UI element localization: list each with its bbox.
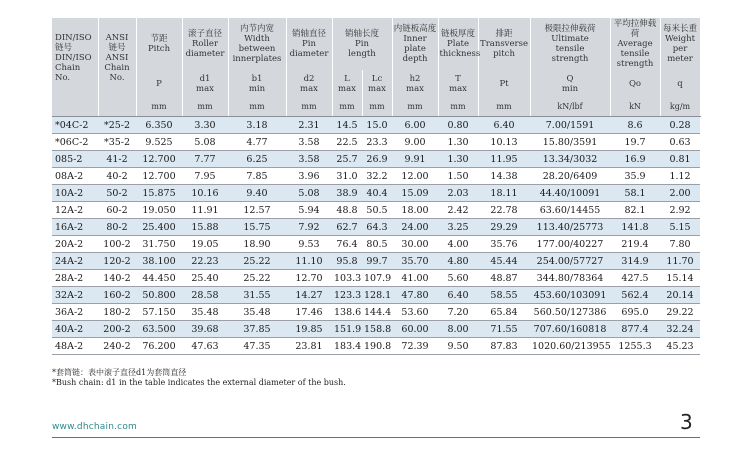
table-cell: 38.9 — [332, 185, 362, 202]
table-cell: 31.750 — [136, 236, 182, 253]
table-cell: 9.00 — [392, 134, 438, 151]
table-cell: 15.80/3591 — [530, 134, 610, 151]
table-cell: 3.30 — [182, 117, 228, 134]
table-cell: 140-2 — [98, 270, 136, 287]
table-row — [52, 304, 700, 321]
table-row — [52, 321, 700, 338]
table-cell: 240-2 — [98, 338, 136, 355]
table-cell: 29.22 — [660, 304, 700, 321]
table-cell: 36A-2 — [52, 304, 98, 321]
table-cell: 37.85 — [228, 321, 286, 338]
table-row — [52, 338, 700, 355]
table-cell: 7.00/1591 — [530, 117, 610, 134]
table-cell: 183.4 — [332, 338, 362, 355]
table-cell: 20A-2 — [52, 236, 98, 253]
header-row-units — [52, 98, 700, 117]
note-cn: *套筒链：表中滚子直径d1为套筒直径 — [52, 368, 187, 377]
table-cell: 219.4 — [610, 236, 660, 253]
table-cell: 24A-2 — [52, 253, 98, 270]
table-cell: 6.00 — [392, 117, 438, 134]
table-cell: 16A-2 — [52, 219, 98, 236]
table-cell: 45.23 — [660, 338, 700, 355]
unit-plate-thickness: mm — [438, 98, 478, 117]
unit-pin-length-l: mm — [332, 98, 362, 117]
table-cell: 2.92 — [660, 202, 700, 219]
table-cell: 76.4 — [332, 236, 362, 253]
table-cell: *25-2 — [98, 117, 136, 134]
col-plate-thickness-header: 链板厚度 Plate thickness — [438, 18, 478, 70]
table-cell: 08A-2 — [52, 168, 98, 185]
table-cell: 707.60/160818 — [530, 321, 610, 338]
unit-ultimate-strength: kN/lbf — [530, 98, 610, 117]
table-cell: 35.48 — [182, 304, 228, 321]
footer-url: www.dhchain.com — [52, 422, 137, 432]
table-cell: 32A-2 — [52, 287, 98, 304]
sym-transverse-pitch: Pt — [478, 70, 530, 98]
table-cell: 48.8 — [332, 202, 362, 219]
table-cell: 25.400 — [136, 219, 182, 236]
table-cell: 29.29 — [478, 219, 530, 236]
table-cell: 45.44 — [478, 253, 530, 270]
table-cell: 085-2 — [52, 151, 98, 168]
table-cell: 15.09 — [392, 185, 438, 202]
table-cell: 82.1 — [610, 202, 660, 219]
table-cell: 20.14 — [660, 287, 700, 304]
table-cell: 35.70 — [392, 253, 438, 270]
table-cell: 17.46 — [286, 304, 332, 321]
table-cell: 314.9 — [610, 253, 660, 270]
table-cell: 25.22 — [228, 253, 286, 270]
table-cell: 65.84 — [478, 304, 530, 321]
note-en: *Bush chain: d1 in the table indicates the external diameter of the bush. — [52, 378, 346, 387]
table-cell: 9.50 — [438, 338, 478, 355]
table-cell: *06C-2 — [52, 134, 98, 151]
col-inner-width-header: 内节内宽 Width between innerplates — [228, 18, 286, 70]
table-cell: 4.00 — [438, 236, 478, 253]
unit-inner-width: mm — [228, 98, 286, 117]
table-cell: 47.63 — [182, 338, 228, 355]
table-row — [52, 185, 700, 202]
table-cell: 48A-2 — [52, 338, 98, 355]
table-cell: 15.88 — [182, 219, 228, 236]
col-weight-header: 每米长重 Weight per meter — [660, 18, 700, 70]
unit-weight: kg/m — [660, 98, 700, 117]
table-cell: 144.4 — [362, 304, 392, 321]
table-cell: 35.48 — [228, 304, 286, 321]
table-cell: 14.38 — [478, 168, 530, 185]
table-cell: 3.58 — [286, 134, 332, 151]
table-cell: 32.24 — [660, 321, 700, 338]
table-cell: 44.450 — [136, 270, 182, 287]
unit-pitch: mm — [136, 98, 182, 117]
table-cell: 9.91 — [392, 151, 438, 168]
table-cell: 41.00 — [392, 270, 438, 287]
table-cell: 3.58 — [286, 151, 332, 168]
table-cell: 38.100 — [136, 253, 182, 270]
table-cell: 48.87 — [478, 270, 530, 287]
table-cell: 18.90 — [228, 236, 286, 253]
table-row — [52, 236, 700, 253]
table-cell: 12.70 — [286, 270, 332, 287]
table-cell: *35-2 — [98, 134, 136, 151]
unit-pin-length-lc: mm — [362, 98, 392, 117]
table-cell: 0.28 — [660, 117, 700, 134]
header-row-main — [52, 18, 700, 70]
table-cell: 95.8 — [332, 253, 362, 270]
table-cell: 4.77 — [228, 134, 286, 151]
table-cell: 7.80 — [660, 236, 700, 253]
table-row — [52, 270, 700, 287]
table-cell: 2.31 — [286, 117, 332, 134]
table-row — [52, 253, 700, 270]
unit-average-strength: kN — [610, 98, 660, 117]
table-cell: 12.00 — [392, 168, 438, 185]
unit-plate-depth: mm — [392, 98, 438, 117]
table-cell: 28.20/6409 — [530, 168, 610, 185]
table-cell: 50.800 — [136, 287, 182, 304]
table-cell: 87.83 — [478, 338, 530, 355]
table-cell: 1.30 — [438, 134, 478, 151]
table-cell: 177.00/40227 — [530, 236, 610, 253]
table-cell: 35.76 — [478, 236, 530, 253]
table-cell: 19.050 — [136, 202, 182, 219]
table-cell: 8.00 — [438, 321, 478, 338]
table-cell: 1.30 — [438, 151, 478, 168]
table-cell: 60-2 — [98, 202, 136, 219]
table-cell: 40A-2 — [52, 321, 98, 338]
table-cell: 44.40/10091 — [530, 185, 610, 202]
table-cell: 18.11 — [478, 185, 530, 202]
table-cell: 11.91 — [182, 202, 228, 219]
table-cell: 7.85 — [228, 168, 286, 185]
table-cell: 10.16 — [182, 185, 228, 202]
table-cell: 22.78 — [478, 202, 530, 219]
table-cell: 63.60/14455 — [530, 202, 610, 219]
table-cell: 5.94 — [286, 202, 332, 219]
table-cell: 30.00 — [392, 236, 438, 253]
col-pin-length-header: 销轴长度 Pin length — [332, 18, 392, 70]
table-cell: 5.08 — [182, 134, 228, 151]
table-cell: 18.00 — [392, 202, 438, 219]
table-cell: *04C-2 — [52, 117, 98, 134]
sym-weight: q — [660, 70, 700, 98]
table-cell: 3.96 — [286, 168, 332, 185]
table-cell: 50-2 — [98, 185, 136, 202]
unit-transverse-pitch: mm — [478, 98, 530, 117]
table-cell: 15.0 — [362, 117, 392, 134]
table-row — [52, 117, 700, 134]
table-cell: 41-2 — [98, 151, 136, 168]
sym-ultimate-strength: Q min — [530, 70, 610, 98]
table-cell: 453.60/103091 — [530, 287, 610, 304]
col-roller-diameter-header: 滚子直径 Roller diameter — [182, 18, 228, 70]
table-cell: 23.3 — [362, 134, 392, 151]
table-cell: 8.6 — [610, 117, 660, 134]
table-cell: 695.0 — [610, 304, 660, 321]
table-cell: 19.7 — [610, 134, 660, 151]
table-cell: 6.350 — [136, 117, 182, 134]
table-cell: 100-2 — [98, 236, 136, 253]
table-cell: 25.22 — [228, 270, 286, 287]
col-transverse-pitch-header: 排距 Transverse pitch — [478, 18, 530, 70]
table-cell: 15.75 — [228, 219, 286, 236]
table-cell: 62.7 — [332, 219, 362, 236]
table-cell: 25.7 — [332, 151, 362, 168]
table-row — [52, 202, 700, 219]
table-cell: 53.60 — [392, 304, 438, 321]
table-cell: 160-2 — [98, 287, 136, 304]
table-cell: 28A-2 — [52, 270, 98, 287]
table-cell: 11.70 — [660, 253, 700, 270]
col-inner-plate-depth-header: 内链板高度 Inner plate depth — [392, 18, 438, 70]
sym-pin-length-l: L max — [332, 70, 362, 98]
table-notes — [52, 368, 346, 388]
table-cell: 200-2 — [98, 321, 136, 338]
table-cell: 120-2 — [98, 253, 136, 270]
table-cell: 9.40 — [228, 185, 286, 202]
table-cell: 7.20 — [438, 304, 478, 321]
table-cell: 15.14 — [660, 270, 700, 287]
table-cell: 14.5 — [332, 117, 362, 134]
table-cell: 12.700 — [136, 151, 182, 168]
page-number: 3 — [680, 410, 693, 434]
table-cell: 19.85 — [286, 321, 332, 338]
table-cell: 6.25 — [228, 151, 286, 168]
table-cell: 32.2 — [362, 168, 392, 185]
table-cell: 16.9 — [610, 151, 660, 168]
table-cell: 2.00 — [660, 185, 700, 202]
spec-sheet — [52, 18, 700, 355]
table-cell: 2.03 — [438, 185, 478, 202]
table-cell: 103.3 — [332, 270, 362, 287]
table-cell: 50.5 — [362, 202, 392, 219]
table-cell: 22.5 — [332, 134, 362, 151]
table-cell: 25.40 — [182, 270, 228, 287]
table-cell: 40.4 — [362, 185, 392, 202]
table-cell: 12A-2 — [52, 202, 98, 219]
col-ultimate-strength-header: 极限拉伸载荷 Ultimate tensile strength — [530, 18, 610, 70]
sym-inner-width: b1 min — [228, 70, 286, 98]
table-cell: 80.5 — [362, 236, 392, 253]
table-cell: 22.23 — [182, 253, 228, 270]
table-cell: 14.27 — [286, 287, 332, 304]
table-cell: 7.77 — [182, 151, 228, 168]
table-cell: 39.68 — [182, 321, 228, 338]
table-cell: 99.7 — [362, 253, 392, 270]
table-cell: 63.500 — [136, 321, 182, 338]
header-row-symbols — [52, 70, 700, 98]
table-cell: 47.80 — [392, 287, 438, 304]
table-cell: 0.80 — [438, 117, 478, 134]
table-cell: 60.00 — [392, 321, 438, 338]
table-cell: 31.0 — [332, 168, 362, 185]
sym-roller: d1 max — [182, 70, 228, 98]
table-cell: 158.8 — [362, 321, 392, 338]
table-cell: 5.60 — [438, 270, 478, 287]
table-cell: 9.53 — [286, 236, 332, 253]
table-cell: 3.25 — [438, 219, 478, 236]
table-cell: 1020.60/213955 — [530, 338, 610, 355]
table-cell: 877.4 — [610, 321, 660, 338]
table-cell: 23.81 — [286, 338, 332, 355]
table-cell: 76.200 — [136, 338, 182, 355]
table-row — [52, 168, 700, 185]
col-din-iso-header: DIN/ISO 链号 DIN/ISO Chain No. — [52, 18, 98, 98]
table-cell: 190.8 — [362, 338, 392, 355]
table-cell: 35.9 — [610, 168, 660, 185]
table-cell: 427.5 — [610, 270, 660, 287]
table-cell: 0.63 — [660, 134, 700, 151]
unit-blank-ansi — [98, 98, 136, 117]
table-cell: 12.57 — [228, 202, 286, 219]
table-cell: 13.34/3032 — [530, 151, 610, 168]
table-cell: 5.15 — [660, 219, 700, 236]
chain-spec-table — [52, 18, 701, 355]
col-pin-diameter-header: 销轴直径 Pin diameter — [286, 18, 332, 70]
table-cell: 5.08 — [286, 185, 332, 202]
table-cell: 80-2 — [98, 219, 136, 236]
table-cell: 180-2 — [98, 304, 136, 321]
table-cell: 560.50/127386 — [530, 304, 610, 321]
table-cell: 28.58 — [182, 287, 228, 304]
col-average-strength-header: 平均拉伸载荷 Average tensile strength — [610, 18, 660, 70]
table-cell: 7.92 — [286, 219, 332, 236]
table-cell: 2.42 — [438, 202, 478, 219]
table-cell: 40-2 — [98, 168, 136, 185]
table-cell: 64.3 — [362, 219, 392, 236]
table-cell: 10.13 — [478, 134, 530, 151]
table-cell: 107.9 — [362, 270, 392, 287]
table-cell: 1.50 — [438, 168, 478, 185]
col-ansi-header: ANSI 链号 ANSI Chain No. — [98, 18, 136, 98]
table-cell: 72.39 — [392, 338, 438, 355]
unit-blank-din — [52, 98, 98, 117]
table-cell: 3.18 — [228, 117, 286, 134]
table-cell: 24.00 — [392, 219, 438, 236]
table-cell: 0.81 — [660, 151, 700, 168]
table-cell: 71.55 — [478, 321, 530, 338]
table-cell: 138.6 — [332, 304, 362, 321]
table-cell: 1.12 — [660, 168, 700, 185]
table-row — [52, 219, 700, 236]
table-cell: 562.4 — [610, 287, 660, 304]
table-cell: 7.95 — [182, 168, 228, 185]
table-row — [52, 134, 700, 151]
table-cell: 26.9 — [362, 151, 392, 168]
table-cell: 6.40 — [438, 287, 478, 304]
table-cell: 10A-2 — [52, 185, 98, 202]
table-cell: 151.9 — [332, 321, 362, 338]
table-cell: 128.1 — [362, 287, 392, 304]
table-cell: 15.875 — [136, 185, 182, 202]
table-row — [52, 151, 700, 168]
sym-plate-thickness: T max — [438, 70, 478, 98]
table-cell: 4.80 — [438, 253, 478, 270]
table-cell: 123.3 — [332, 287, 362, 304]
col-pitch-header: 节距 Pitch — [136, 18, 182, 70]
table-cell: 9.525 — [136, 134, 182, 151]
chain-spec-body — [52, 117, 700, 355]
table-cell: 1255.3 — [610, 338, 660, 355]
table-cell: 57.150 — [136, 304, 182, 321]
table-cell: 58.1 — [610, 185, 660, 202]
table-cell: 113.40/25773 — [530, 219, 610, 236]
table-cell: 12.700 — [136, 168, 182, 185]
table-cell: 47.35 — [228, 338, 286, 355]
table-cell: 11.95 — [478, 151, 530, 168]
table-cell: 11.10 — [286, 253, 332, 270]
footer-divider — [52, 437, 700, 438]
sym-average-strength: Qo — [610, 70, 660, 98]
table-cell: 19.05 — [182, 236, 228, 253]
sym-pin-length-lc: Lc max — [362, 70, 392, 98]
sym-pin-diameter: d2 max — [286, 70, 332, 98]
table-cell: 31.55 — [228, 287, 286, 304]
unit-roller: mm — [182, 98, 228, 117]
table-cell: 344.80/78364 — [530, 270, 610, 287]
table-row — [52, 287, 700, 304]
sym-plate-depth: h2 max — [392, 70, 438, 98]
unit-pin-diameter: mm — [286, 98, 332, 117]
sym-pitch: P — [136, 70, 182, 98]
table-cell: 58.55 — [478, 287, 530, 304]
table-cell: 6.40 — [478, 117, 530, 134]
table-cell: 254.00/57727 — [530, 253, 610, 270]
table-cell: 141.8 — [610, 219, 660, 236]
